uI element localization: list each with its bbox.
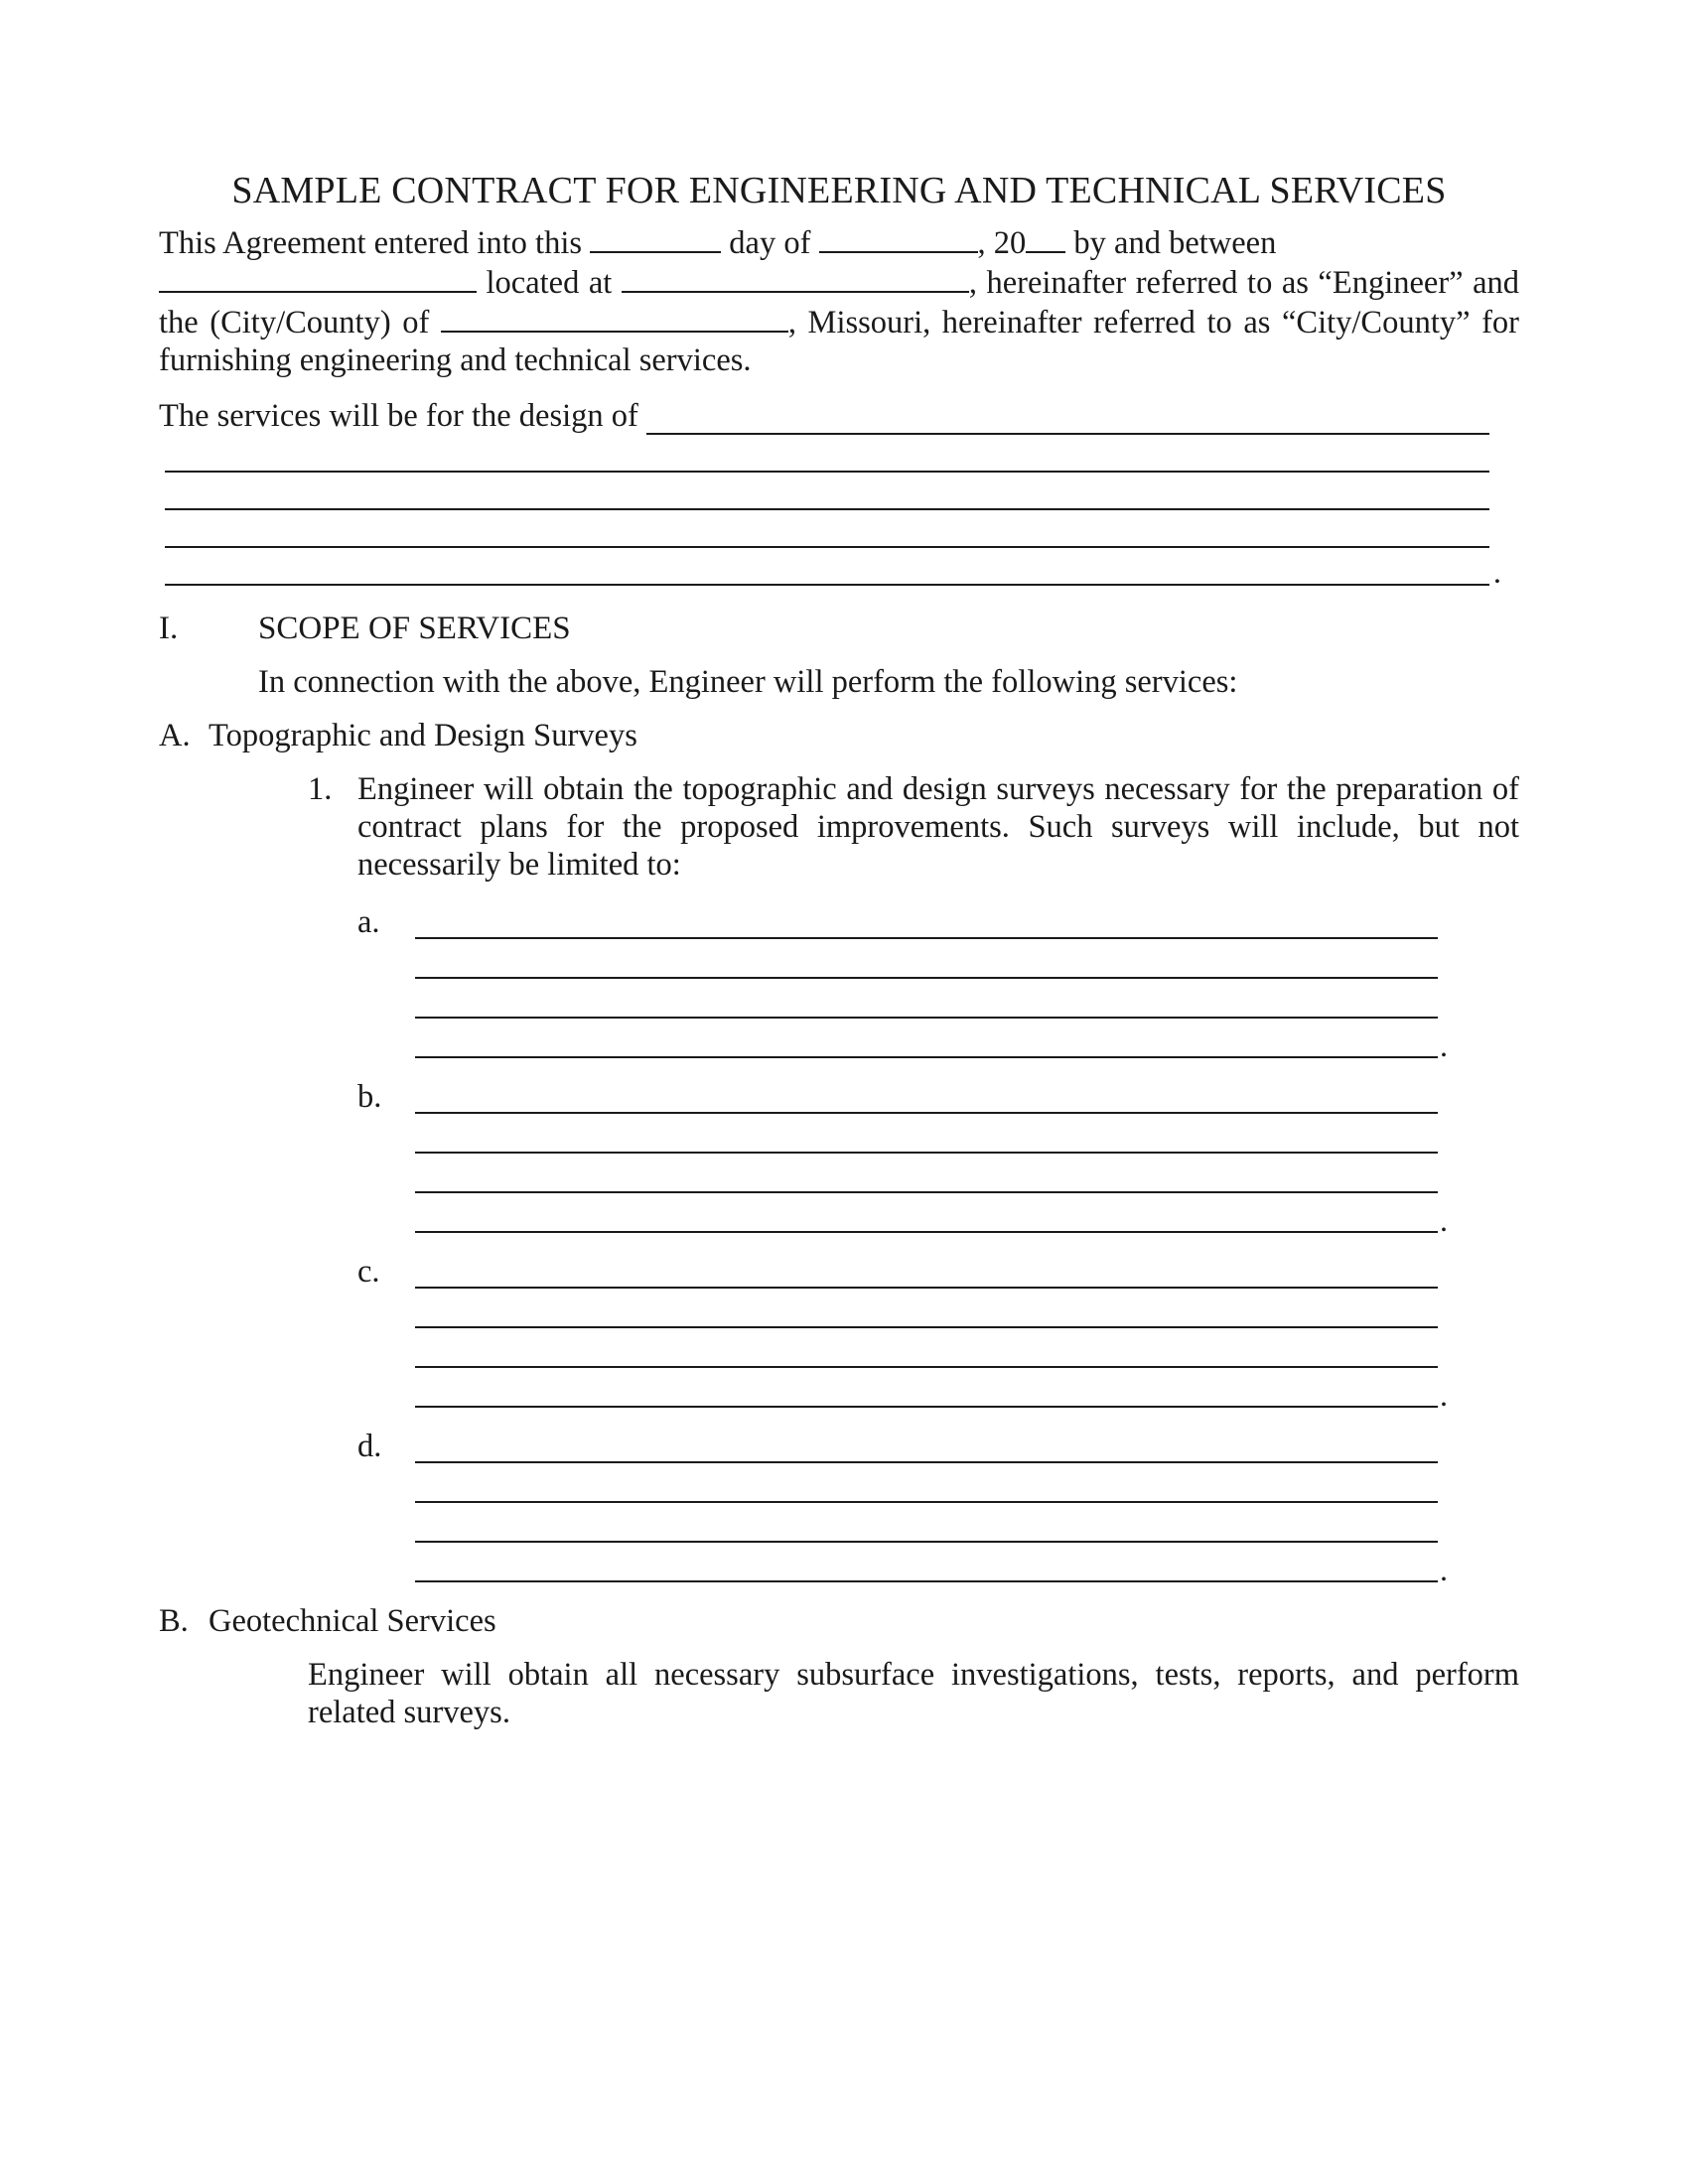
section-title: SCOPE OF SERVICES [258,611,571,646]
subsection-title: Topographic and Design Surveys [209,718,637,753]
subsection-letter: A. [159,718,191,753]
subsection-letter: B. [159,1603,189,1639]
fill-line[interactable] [415,1114,1438,1154]
engineer-location-blank[interactable] [622,262,969,293]
city-county-blank[interactable] [441,302,788,333]
fill-label: b. [357,1079,382,1115]
contract-page [159,169,1519,1731]
fill-line[interactable] [415,1193,1438,1233]
design-of-line[interactable] [165,510,1489,548]
design-of-label: The services will be for the design of [159,398,638,434]
fill-line[interactable] [415,1368,1438,1408]
fill-line[interactable] [415,1428,1438,1463]
fill-line[interactable] [415,1503,1438,1543]
fill-lines [415,1078,1438,1233]
fill-line[interactable] [415,1154,1438,1193]
fill-line[interactable] [415,939,1438,979]
fill-line[interactable] [415,1289,1438,1328]
design-of-line[interactable] [165,548,1489,586]
design-of-lines [159,435,1519,586]
fill-label: c. [357,1254,380,1290]
document-title: SAMPLE CONTRACT FOR ENGINEERING AND TECHNICAL SERVICES [231,170,1447,211]
section-lead: In connection with the above, Engineer will perform the following services: [258,664,1238,700]
fill-item-a [357,903,1519,1058]
agreement-paragraph [159,222,1519,379]
fill-label: a. [357,904,380,940]
year-blank[interactable] [1026,222,1065,253]
fill-item-c [357,1253,1519,1408]
fill-line[interactable] [415,1078,1438,1114]
month-blank[interactable] [819,222,978,253]
fill-line[interactable] [415,979,1438,1019]
intro-text-3: , 20 [977,225,1027,261]
fill-lines [415,1253,1438,1408]
intro-text-5: located at [486,265,613,301]
fill-lines [415,1428,1438,1582]
fill-item-b [357,1078,1519,1233]
fill-line[interactable] [415,903,1438,939]
engineer-name-blank[interactable] [159,262,477,293]
item-number: 1. [308,771,333,807]
intro-text-1: This Agreement entered into this [159,225,583,261]
section-number: I. [159,611,179,646]
fill-line[interactable] [415,1328,1438,1368]
subsection-title: Geotechnical Services [209,1603,496,1639]
fill-lines [415,903,1438,1058]
fill-line[interactable] [415,1463,1438,1503]
subsection-a [159,717,1519,754]
fill-line[interactable] [415,1543,1438,1582]
day-blank[interactable] [590,222,721,253]
design-of-line[interactable] [165,473,1489,510]
fill-line[interactable] [415,1253,1438,1289]
fill-item-d [357,1428,1519,1582]
geotechnical-text: Engineer will obtain all necessary subsurface investigations, tests, reports, and perform related surveys. [308,1657,1519,1730]
design-of-blank[interactable] [646,403,1489,435]
subsection-b [159,1602,1519,1640]
section-heading [159,610,1519,647]
design-of-line[interactable] [165,435,1489,473]
item-text: Engineer will obtain the topographic and design surveys necessary for the preparation of contract plans for the proposed improvements. Such surveys will include, but not necessarily be limited to: [357,771,1519,883]
design-of-row [159,397,1519,435]
fill-line[interactable] [415,1019,1438,1058]
intro-text-4: by and between [1073,225,1277,261]
intro-text-7: , Missouri, hereinafter referred to as “City/County” for furnishing engineering and technical services. [159,305,1519,378]
survey-item [308,770,1519,884]
fill-label: d. [357,1429,382,1464]
intro-text-2: day of [729,225,811,261]
intro-text-6: , hereinafter referred to as “Engineer” and the (City/County) of [159,265,1520,341]
